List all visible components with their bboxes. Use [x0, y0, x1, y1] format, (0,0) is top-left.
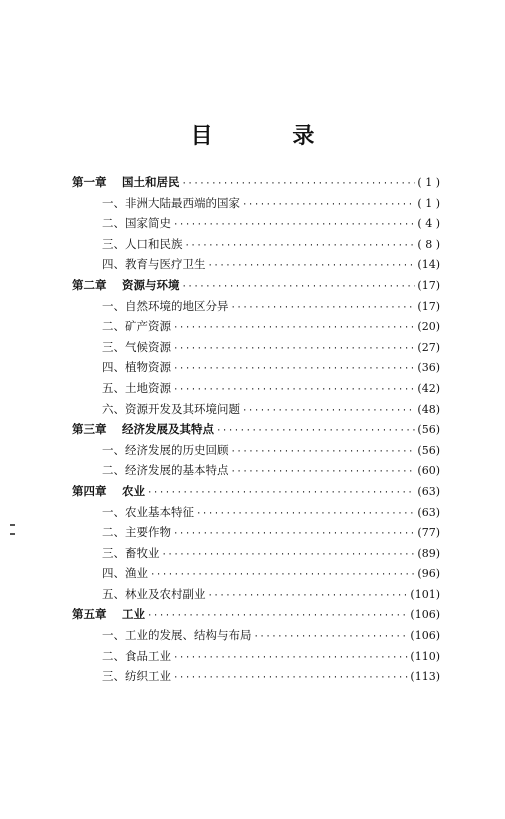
- toc-section[interactable]: [72, 378, 440, 399]
- section-title: 二、矿产资源: [102, 319, 171, 334]
- chapter-number: 第五章: [72, 607, 107, 622]
- page-number: (14): [417, 258, 440, 272]
- dot-leader: [242, 401, 415, 422]
- chapter-title: 资源与环境: [122, 277, 180, 292]
- toc-section[interactable]: [72, 584, 440, 605]
- section-title: 四、教育与医疗卫生: [102, 257, 206, 272]
- section-title: 一、非洲大陆最西端的国家: [102, 195, 240, 210]
- section-title: 三、畜牧业: [102, 545, 160, 560]
- toc-section[interactable]: [72, 646, 440, 667]
- chapter-title: 经济发展及其特点: [122, 422, 214, 437]
- page-number: (63): [417, 505, 440, 519]
- toc-section[interactable]: [72, 543, 440, 564]
- page-number: (36): [417, 361, 440, 375]
- page-number: (89): [417, 546, 440, 560]
- section-title: 三、纺织工业: [102, 669, 171, 684]
- section-title: 三、气候资源: [102, 339, 171, 354]
- dot-leader: [185, 236, 416, 257]
- dot-leader: [147, 606, 408, 627]
- toc-section[interactable]: [72, 296, 440, 317]
- chapter-number: 第一章: [72, 175, 107, 189]
- toc-section[interactable]: [72, 357, 440, 378]
- page-number: (110): [410, 649, 440, 663]
- section-title: 一、经济发展的历史回顾: [102, 442, 229, 457]
- page-number: (56): [417, 443, 440, 457]
- toc-section[interactable]: [72, 193, 440, 214]
- dot-leader: [182, 174, 416, 195]
- dot-leader: [231, 442, 416, 463]
- dot-leader: [173, 339, 415, 360]
- page-number: (17): [417, 299, 440, 313]
- section-title: 五、林业及农村副业: [102, 586, 206, 601]
- page-number: (17): [417, 278, 440, 292]
- page-number: (106): [410, 608, 440, 622]
- section-title: 一、自然环境的地区分异: [102, 298, 229, 313]
- section-title: 一、工业的发展、结构与布局: [102, 628, 252, 643]
- dot-leader: [173, 215, 415, 236]
- page-number: ( 8 ): [417, 237, 440, 251]
- toc-chapter[interactable]: [72, 275, 440, 296]
- page-number: (56): [417, 423, 440, 437]
- page-number: (96): [417, 567, 440, 581]
- page-number: (106): [410, 629, 440, 643]
- dot-leader: [216, 421, 415, 442]
- toc-section[interactable]: [72, 337, 440, 358]
- toc-section[interactable]: [72, 625, 440, 646]
- dot-leader: [208, 256, 416, 277]
- section-title: 三、人口和民族: [102, 236, 183, 251]
- toc-section[interactable]: [72, 234, 440, 255]
- chapter-number: 第二章: [72, 277, 107, 292]
- dot-leader: [173, 318, 415, 339]
- section-title: 二、经济发展的基本特点: [102, 463, 229, 478]
- page-number: (63): [417, 484, 440, 498]
- toc-section[interactable]: [72, 440, 440, 461]
- dot-leader: [173, 668, 408, 689]
- page-number: (113): [410, 670, 440, 684]
- table-of-contents: [72, 172, 440, 687]
- section-title: 二、国家简史: [102, 216, 171, 231]
- section-title: 四、植物资源: [102, 360, 171, 375]
- toc-section[interactable]: [72, 563, 440, 584]
- chapter-title: 国土和居民: [122, 175, 180, 189]
- dot-leader: [231, 462, 416, 483]
- toc-section[interactable]: [72, 460, 440, 481]
- page-number: ( 4 ): [417, 217, 440, 231]
- page-number: (48): [417, 402, 440, 416]
- toc-section[interactable]: [72, 316, 440, 337]
- page-number: (77): [417, 526, 440, 540]
- page-number: ( 1 ): [417, 196, 440, 210]
- dot-leader: [208, 586, 409, 607]
- dot-leader: [173, 359, 415, 380]
- page-number: (27): [417, 340, 440, 354]
- toc-section[interactable]: [72, 254, 440, 275]
- dot-leader: [231, 298, 416, 319]
- section-title: 一、农业基本特征: [102, 504, 194, 519]
- section-title: 二、食品工业: [102, 648, 171, 663]
- toc-chapter[interactable]: [72, 172, 440, 193]
- margin-mark: [10, 533, 15, 535]
- dot-leader: [254, 627, 409, 648]
- section-title: 六、资源开发及其环境问题: [102, 401, 240, 416]
- dot-leader: [162, 545, 416, 566]
- toc-section[interactable]: [72, 213, 440, 234]
- toc-section[interactable]: [72, 522, 440, 543]
- toc-chapter[interactable]: [72, 481, 440, 502]
- page-title: 目 录: [190, 124, 351, 149]
- chapter-title: 工业: [122, 607, 145, 622]
- dot-leader: [173, 648, 408, 669]
- chapter-number: 第四章: [72, 483, 107, 498]
- page-number: (20): [417, 320, 440, 334]
- toc-chapter[interactable]: [72, 419, 440, 440]
- toc-section[interactable]: [72, 399, 440, 420]
- toc-chapter[interactable]: [72, 604, 440, 625]
- dot-leader: [196, 504, 415, 525]
- toc-section[interactable]: [72, 502, 440, 523]
- page-number: (60): [417, 464, 440, 478]
- dot-leader: [150, 565, 415, 586]
- section-title: 五、土地资源: [102, 380, 171, 395]
- dot-leader: [182, 277, 416, 298]
- section-title: 四、渔业: [102, 566, 148, 581]
- page-number: ( 1 ): [417, 176, 440, 189]
- toc-section[interactable]: [72, 666, 440, 687]
- page-number: (101): [410, 587, 440, 601]
- chapter-number: 第三章: [72, 422, 107, 437]
- dot-leader: [173, 380, 415, 401]
- page-number: (42): [417, 381, 440, 395]
- dot-leader: [173, 524, 415, 545]
- dot-leader: [242, 195, 415, 216]
- section-title: 二、主要作物: [102, 525, 171, 540]
- dot-leader: [147, 483, 415, 504]
- chapter-title: 农业: [122, 483, 145, 498]
- margin-mark: [10, 524, 15, 526]
